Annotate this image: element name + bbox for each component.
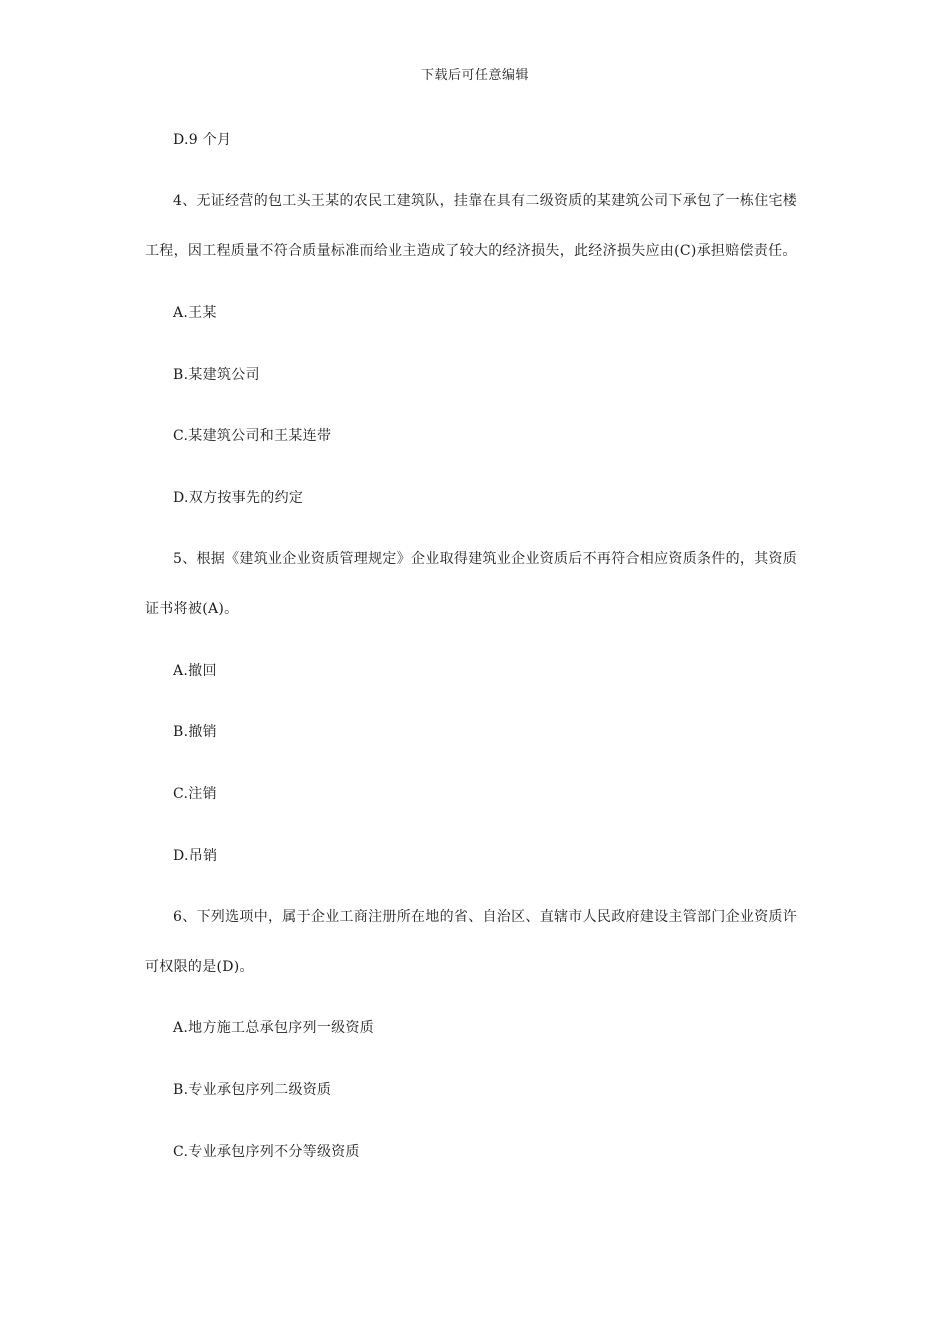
option-q3-d: D.9 个月 [173, 132, 232, 148]
question-4-line-2: 工程，因工程质量不符合质量标准而给业主造成了较大的经济损失，此经济损失应由(C)承担赔偿责任。 [145, 243, 797, 259]
question-6-line-2: 可权限的是(D)。 [145, 959, 254, 975]
question-5-line-1: 5、根据《建筑业企业资质管理规定》企业取得建筑业企业资质后不再符合相应资质条件的，其资质 [173, 551, 798, 567]
question-5-line-2: 证书将被(A)。 [145, 601, 239, 617]
option-q4-d: D.双方按事先的约定 [173, 490, 304, 506]
option-q5-c: C.注销 [173, 786, 217, 802]
page-header: 下载后可任意编辑 [420, 68, 529, 83]
option-q5-d: D.吊销 [173, 848, 218, 864]
option-q6-a: A.地方施工总承包序列一级资质 [173, 1020, 375, 1036]
option-q4-a: A.王某 [173, 305, 217, 321]
option-q5-b: B.撤销 [173, 724, 217, 740]
option-q5-a: A.撤回 [173, 663, 217, 679]
option-q6-b: B.专业承包序列二级资质 [173, 1082, 332, 1098]
option-q4-c: C.某建筑公司和王某连带 [173, 428, 332, 444]
option-q4-b: B.某建筑公司 [173, 367, 260, 383]
option-q6-c: C.专业承包序列不分等级资质 [173, 1144, 360, 1160]
question-4-line-1: 4、无证经营的包工头王某的农民工建筑队，挂靠在具有二级资质的某建筑公司下承包了一栋住宅楼 [173, 193, 798, 209]
question-6-line-1: 6、下列选项中，属于企业工商注册所在地的省、自治区、直辖市人民政府建设主管部门企业资质许 [173, 909, 798, 925]
